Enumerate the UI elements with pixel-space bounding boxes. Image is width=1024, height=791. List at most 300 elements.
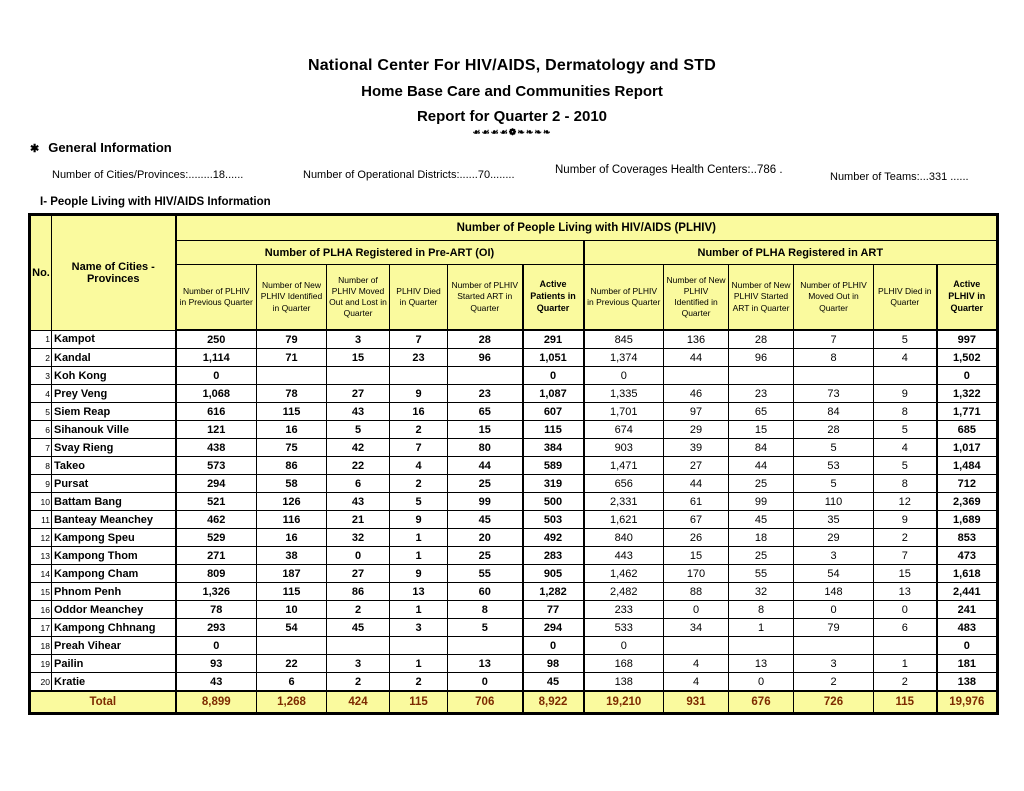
art-active-plhiv-header: Active PLHIV in Quarter xyxy=(937,265,998,331)
value-cell xyxy=(390,367,448,385)
value-cell: 18 xyxy=(729,529,794,547)
value-cell: 29 xyxy=(794,529,874,547)
cities-provinces-label: Number of Cities/Provinces: xyxy=(52,169,189,181)
value-cell: 9 xyxy=(390,565,448,583)
value-cell xyxy=(664,367,729,385)
value-cell: 529 xyxy=(176,529,257,547)
preart-new-identified-header: Number of New PLHIV Identified in Quarter xyxy=(257,265,327,331)
value-cell: 2 xyxy=(390,421,448,439)
row-number-cell: 14 xyxy=(30,565,52,583)
value-cell: 840 xyxy=(584,529,664,547)
city-name-cell: Pailin xyxy=(52,655,176,673)
value-cell: 126 xyxy=(257,493,327,511)
preart-active-patients-header: Active Patients in Quarter xyxy=(523,265,584,331)
value-cell: 521 xyxy=(176,493,257,511)
value-cell: 5 xyxy=(327,421,390,439)
row-number-cell: 5 xyxy=(30,403,52,421)
city-name-cell: Phnom Penh xyxy=(52,583,176,601)
city-name-cell: Kampong Speu xyxy=(52,529,176,547)
value-cell xyxy=(327,637,390,655)
value-cell: 283 xyxy=(523,547,584,565)
value-cell: 1 xyxy=(390,655,448,673)
value-cell: 500 xyxy=(523,493,584,511)
value-cell: 79 xyxy=(257,330,327,349)
row-number-cell: 15 xyxy=(30,583,52,601)
city-name-cell: Battam Bang xyxy=(52,493,176,511)
value-cell: 75 xyxy=(257,439,327,457)
value-cell xyxy=(257,637,327,655)
value-cell: 271 xyxy=(176,547,257,565)
total-value-cell: 8,922 xyxy=(523,691,584,714)
value-cell: 3 xyxy=(327,330,390,349)
value-cell: 0 xyxy=(584,637,664,655)
total-value-cell: 19,976 xyxy=(937,691,998,714)
value-cell: 0 xyxy=(794,601,874,619)
row-number-cell: 12 xyxy=(30,529,52,547)
value-cell: 138 xyxy=(584,673,664,692)
value-cell: 80 xyxy=(448,439,523,457)
value-cell: 23 xyxy=(390,349,448,367)
value-cell: 98 xyxy=(523,655,584,673)
total-row xyxy=(30,691,998,714)
value-cell: 43 xyxy=(327,403,390,421)
value-cell: 45 xyxy=(729,511,794,529)
city-name-cell: Sihanouk Ville xyxy=(52,421,176,439)
table-row xyxy=(30,673,998,692)
value-cell: 28 xyxy=(448,330,523,349)
value-cell: 3 xyxy=(794,655,874,673)
teams-label: Number of Teams: xyxy=(830,171,920,183)
value-cell: 5 xyxy=(874,421,937,439)
value-cell: 16 xyxy=(257,421,327,439)
value-cell: 58 xyxy=(257,475,327,493)
cities-provinces-field xyxy=(52,169,243,181)
table-row xyxy=(30,619,998,637)
table-row xyxy=(30,475,998,493)
value-cell: 25 xyxy=(729,547,794,565)
table-row xyxy=(30,583,998,601)
general-info-row xyxy=(0,163,1024,193)
art-died-header: PLHIV Died in Quarter xyxy=(874,265,937,331)
value-cell: 0 xyxy=(523,367,584,385)
value-cell: 44 xyxy=(664,349,729,367)
group-header-row xyxy=(30,215,998,241)
value-cell: 170 xyxy=(664,565,729,583)
operational-districts-value: ......70........ xyxy=(459,169,515,181)
teams-value: ...331 ...... xyxy=(919,171,969,183)
row-number-cell: 8 xyxy=(30,457,52,475)
value-cell: 1,322 xyxy=(937,385,998,403)
value-cell: 9 xyxy=(390,385,448,403)
value-cell: 8 xyxy=(729,601,794,619)
report-title-block xyxy=(0,57,1024,138)
preart-started-art-header: Number of PLHIV Started ART in Quarter xyxy=(448,265,523,331)
value-cell xyxy=(794,367,874,385)
value-cell: 1,068 xyxy=(176,385,257,403)
value-cell xyxy=(327,367,390,385)
value-cell: 136 xyxy=(664,330,729,349)
row-number-cell: 1 xyxy=(30,330,52,349)
value-cell: 115 xyxy=(257,403,327,421)
value-cell: 181 xyxy=(937,655,998,673)
row-number-cell: 17 xyxy=(30,619,52,637)
value-cell: 1,335 xyxy=(584,385,664,403)
value-cell: 2,331 xyxy=(584,493,664,511)
value-cell: 6 xyxy=(874,619,937,637)
row-number-cell: 7 xyxy=(30,439,52,457)
value-cell: 8 xyxy=(448,601,523,619)
value-cell: 84 xyxy=(729,439,794,457)
total-value-cell: 706 xyxy=(448,691,523,714)
row-number-cell: 4 xyxy=(30,385,52,403)
table-row xyxy=(30,655,998,673)
value-cell: 10 xyxy=(257,601,327,619)
general-information-label: General Information xyxy=(48,140,172,155)
column-header-row xyxy=(30,265,998,331)
value-cell: 71 xyxy=(257,349,327,367)
value-cell: 15 xyxy=(874,565,937,583)
value-cell: 65 xyxy=(448,403,523,421)
value-cell: 2 xyxy=(390,475,448,493)
value-cell: 5 xyxy=(874,330,937,349)
value-cell: 997 xyxy=(937,330,998,349)
value-cell: 616 xyxy=(176,403,257,421)
value-cell: 2 xyxy=(794,673,874,692)
value-cell: 1,771 xyxy=(937,403,998,421)
value-cell: 4 xyxy=(664,655,729,673)
total-value-cell: 726 xyxy=(794,691,874,714)
value-cell: 78 xyxy=(257,385,327,403)
value-cell: 6 xyxy=(327,475,390,493)
value-cell: 15 xyxy=(729,421,794,439)
value-cell: 438 xyxy=(176,439,257,457)
value-cell: 1,471 xyxy=(584,457,664,475)
value-cell: 28 xyxy=(794,421,874,439)
table-row xyxy=(30,511,998,529)
value-cell: 0 xyxy=(448,673,523,692)
preart-previous-quarter-header: Number of PLHIV in Previous Quarter xyxy=(176,265,257,331)
total-value-cell: 931 xyxy=(664,691,729,714)
value-cell: 473 xyxy=(937,547,998,565)
value-cell: 99 xyxy=(729,493,794,511)
preart-died-header: PLHIV Died in Quarter xyxy=(390,265,448,331)
value-cell xyxy=(664,637,729,655)
value-cell: 0 xyxy=(523,637,584,655)
table-row xyxy=(30,529,998,547)
value-cell xyxy=(874,637,937,655)
table-row xyxy=(30,601,998,619)
table-row xyxy=(30,367,998,385)
value-cell: 44 xyxy=(448,457,523,475)
teams-field xyxy=(830,171,969,183)
city-column-header: Name of Cities - Provinces xyxy=(52,215,176,331)
value-cell: 4 xyxy=(664,673,729,692)
operational-districts-field xyxy=(303,169,515,181)
value-cell: 115 xyxy=(257,583,327,601)
value-cell: 13 xyxy=(448,655,523,673)
value-cell: 25 xyxy=(448,475,523,493)
table-row xyxy=(30,637,998,655)
value-cell: 99 xyxy=(448,493,523,511)
value-cell: 1 xyxy=(390,547,448,565)
value-cell: 492 xyxy=(523,529,584,547)
health-centers-label: Number of Coverages Health Centers: xyxy=(555,164,751,176)
value-cell: 25 xyxy=(729,475,794,493)
value-cell: 138 xyxy=(937,673,998,692)
health-centers-value: ..786 . xyxy=(750,164,783,176)
total-value-cell: 676 xyxy=(729,691,794,714)
value-cell: 533 xyxy=(584,619,664,637)
value-cell: 674 xyxy=(584,421,664,439)
value-cell: 2 xyxy=(390,673,448,692)
value-cell: 60 xyxy=(448,583,523,601)
value-cell: 23 xyxy=(729,385,794,403)
value-cell: 233 xyxy=(584,601,664,619)
value-cell: 0 xyxy=(729,673,794,692)
row-number-cell: 16 xyxy=(30,601,52,619)
value-cell: 2 xyxy=(874,529,937,547)
value-cell: 8 xyxy=(794,349,874,367)
art-moved-out-header: Number of PLHIV Moved Out in Quarter xyxy=(794,265,874,331)
value-cell: 2,441 xyxy=(937,583,998,601)
value-cell: 86 xyxy=(257,457,327,475)
value-cell: 1,484 xyxy=(937,457,998,475)
value-cell: 0 xyxy=(937,367,998,385)
value-cell: 5 xyxy=(874,457,937,475)
no-column-header: No. xyxy=(30,215,52,331)
value-cell: 712 xyxy=(937,475,998,493)
value-cell: 39 xyxy=(664,439,729,457)
city-name-cell: Oddor Meanchey xyxy=(52,601,176,619)
section-title: I- People Living with HIV/AIDS Information xyxy=(40,196,271,208)
city-name-cell: Kratie xyxy=(52,673,176,692)
row-number-cell: 2 xyxy=(30,349,52,367)
value-cell: 384 xyxy=(523,439,584,457)
value-cell: 96 xyxy=(729,349,794,367)
value-cell: 9 xyxy=(874,385,937,403)
table-row xyxy=(30,439,998,457)
table-row xyxy=(30,385,998,403)
value-cell: 96 xyxy=(448,349,523,367)
value-cell: 1,326 xyxy=(176,583,257,601)
general-information-heading xyxy=(30,140,172,155)
table-row xyxy=(30,565,998,583)
value-cell: 483 xyxy=(937,619,998,637)
value-cell: 45 xyxy=(448,511,523,529)
value-cell: 7 xyxy=(390,330,448,349)
value-cell: 54 xyxy=(257,619,327,637)
value-cell: 16 xyxy=(257,529,327,547)
value-cell: 9 xyxy=(390,511,448,529)
value-cell: 28 xyxy=(729,330,794,349)
city-name-cell: Kampong Thom xyxy=(52,547,176,565)
row-number-cell: 20 xyxy=(30,673,52,692)
value-cell: 77 xyxy=(523,601,584,619)
value-cell: 27 xyxy=(327,565,390,583)
table-row xyxy=(30,457,998,475)
value-cell xyxy=(729,637,794,655)
value-cell: 0 xyxy=(176,367,257,385)
value-cell: 65 xyxy=(729,403,794,421)
value-cell: 1,618 xyxy=(937,565,998,583)
city-name-cell: Kampot xyxy=(52,330,176,349)
value-cell: 5 xyxy=(390,493,448,511)
value-cell: 2 xyxy=(327,673,390,692)
value-cell: 809 xyxy=(176,565,257,583)
value-cell: 6 xyxy=(257,673,327,692)
total-value-cell: 424 xyxy=(327,691,390,714)
value-cell: 1,701 xyxy=(584,403,664,421)
value-cell: 0 xyxy=(874,601,937,619)
value-cell: 241 xyxy=(937,601,998,619)
value-cell: 61 xyxy=(664,493,729,511)
value-cell: 43 xyxy=(176,673,257,692)
table-row xyxy=(30,493,998,511)
art-new-started-header: Number of New PLHIV Started ART in Quarter xyxy=(729,265,794,331)
star-bullet-icon: ✱ xyxy=(30,143,40,155)
value-cell: 5 xyxy=(448,619,523,637)
value-cell: 43 xyxy=(327,493,390,511)
row-number-cell: 19 xyxy=(30,655,52,673)
value-cell: 97 xyxy=(664,403,729,421)
value-cell: 291 xyxy=(523,330,584,349)
value-cell: 44 xyxy=(664,475,729,493)
value-cell: 93 xyxy=(176,655,257,673)
value-cell: 27 xyxy=(327,385,390,403)
value-cell xyxy=(448,637,523,655)
value-cell: 503 xyxy=(523,511,584,529)
value-cell: 0 xyxy=(664,601,729,619)
value-cell: 845 xyxy=(584,330,664,349)
value-cell: 148 xyxy=(794,583,874,601)
city-name-cell: Koh Kong xyxy=(52,367,176,385)
value-cell: 2,369 xyxy=(937,493,998,511)
value-cell: 46 xyxy=(664,385,729,403)
value-cell: 1,462 xyxy=(584,565,664,583)
value-cell: 294 xyxy=(176,475,257,493)
value-cell: 5 xyxy=(794,439,874,457)
value-cell xyxy=(448,367,523,385)
value-cell: 4 xyxy=(390,457,448,475)
value-cell: 462 xyxy=(176,511,257,529)
report-title-line3: Report for Quarter 2 - 2010 xyxy=(416,108,608,125)
city-name-cell: Kampong Cham xyxy=(52,565,176,583)
value-cell: 4 xyxy=(874,349,937,367)
value-cell xyxy=(257,367,327,385)
value-cell: 55 xyxy=(448,565,523,583)
city-name-cell: Svay Rieng xyxy=(52,439,176,457)
city-name-cell: Kampong Chhnang xyxy=(52,619,176,637)
value-cell: 21 xyxy=(327,511,390,529)
value-cell: 73 xyxy=(794,385,874,403)
value-cell: 1,051 xyxy=(523,349,584,367)
value-cell: 84 xyxy=(794,403,874,421)
value-cell: 55 xyxy=(729,565,794,583)
total-label-cell: Total xyxy=(30,691,176,714)
value-cell: 0 xyxy=(937,637,998,655)
row-number-cell: 18 xyxy=(30,637,52,655)
table-row xyxy=(30,421,998,439)
value-cell: 3 xyxy=(327,655,390,673)
value-cell: 35 xyxy=(794,511,874,529)
value-cell: 23 xyxy=(448,385,523,403)
value-cell: 22 xyxy=(327,457,390,475)
value-cell: 27 xyxy=(664,457,729,475)
value-cell: 573 xyxy=(176,457,257,475)
value-cell: 20 xyxy=(448,529,523,547)
value-cell xyxy=(794,637,874,655)
value-cell: 13 xyxy=(390,583,448,601)
value-cell: 853 xyxy=(937,529,998,547)
value-cell: 15 xyxy=(664,547,729,565)
value-cell: 5 xyxy=(794,475,874,493)
value-cell: 250 xyxy=(176,330,257,349)
total-value-cell: 115 xyxy=(874,691,937,714)
value-cell: 15 xyxy=(448,421,523,439)
city-name-cell: Takeo xyxy=(52,457,176,475)
value-cell: 45 xyxy=(523,673,584,692)
value-cell: 115 xyxy=(523,421,584,439)
value-cell: 67 xyxy=(664,511,729,529)
value-cell: 7 xyxy=(794,330,874,349)
value-cell: 1,374 xyxy=(584,349,664,367)
value-cell: 656 xyxy=(584,475,664,493)
value-cell: 9 xyxy=(874,511,937,529)
value-cell: 32 xyxy=(327,529,390,547)
table-row xyxy=(30,403,998,421)
total-value-cell: 115 xyxy=(390,691,448,714)
value-cell: 45 xyxy=(327,619,390,637)
value-cell: 168 xyxy=(584,655,664,673)
value-cell: 116 xyxy=(257,511,327,529)
row-number-cell: 11 xyxy=(30,511,52,529)
value-cell: 0 xyxy=(584,367,664,385)
value-cell: 1,689 xyxy=(937,511,998,529)
value-cell: 34 xyxy=(664,619,729,637)
value-cell: 0 xyxy=(176,637,257,655)
value-cell: 3 xyxy=(794,547,874,565)
value-cell: 293 xyxy=(176,619,257,637)
value-cell: 8 xyxy=(874,475,937,493)
cities-provinces-value: ........18...... xyxy=(188,169,244,181)
value-cell: 13 xyxy=(874,583,937,601)
art-new-identified-header: Number of New PLHIV Identified in Quarter xyxy=(664,265,729,331)
report-title-line2: Home Base Care and Communities Report xyxy=(361,83,663,100)
city-name-cell: Pursat xyxy=(52,475,176,493)
value-cell: 79 xyxy=(794,619,874,637)
value-cell: 1 xyxy=(390,601,448,619)
value-cell: 589 xyxy=(523,457,584,475)
value-cell: 32 xyxy=(729,583,794,601)
health-centers-field xyxy=(555,164,783,176)
value-cell: 38 xyxy=(257,547,327,565)
value-cell: 26 xyxy=(664,529,729,547)
row-number-cell: 9 xyxy=(30,475,52,493)
value-cell: 903 xyxy=(584,439,664,457)
value-cell: 22 xyxy=(257,655,327,673)
preart-moved-out-header: Number of PLHIV Moved Out and Lost in Quarter xyxy=(327,265,390,331)
value-cell: 1 xyxy=(874,655,937,673)
value-cell: 0 xyxy=(327,547,390,565)
value-cell: 88 xyxy=(664,583,729,601)
value-cell: 25 xyxy=(448,547,523,565)
table-header xyxy=(30,215,998,331)
total-value-cell: 1,268 xyxy=(257,691,327,714)
value-cell: 53 xyxy=(794,457,874,475)
value-cell: 1 xyxy=(390,529,448,547)
value-cell: 15 xyxy=(327,349,390,367)
row-number-cell: 6 xyxy=(30,421,52,439)
